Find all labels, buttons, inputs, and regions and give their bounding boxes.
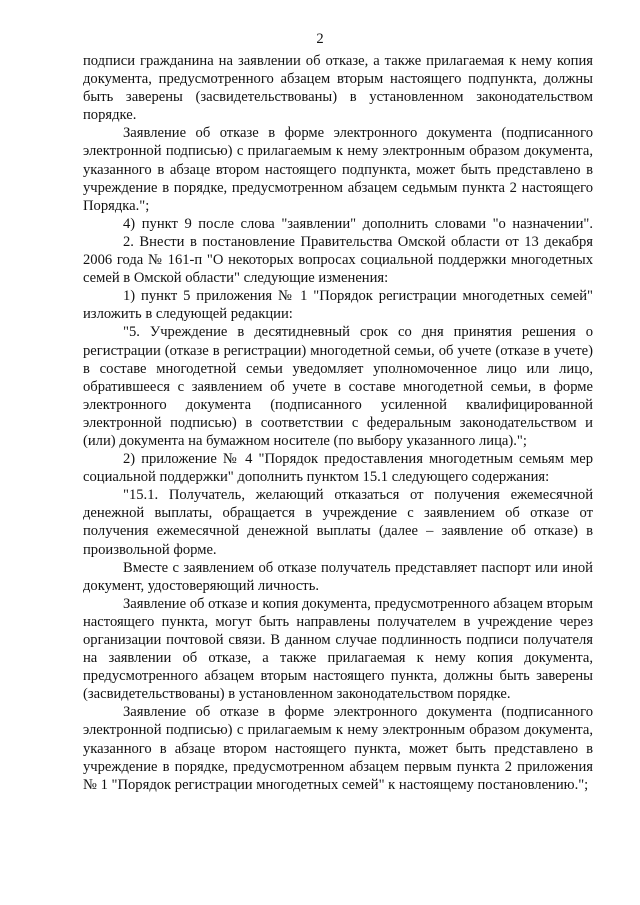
paragraph: Вместе с заявлением об отказе получатель представляет паспорт или иной документ, удостоверяющий личность. (83, 559, 593, 594)
paragraph: Заявление об отказе в форме электронного документа (подписанного электронной подписью) с прилагаемым к нему электронным образом документа, указанного в абзаце втором настоящего подпункта, может быть представлено в учреждение в порядке, предусмотренном абзацем седьмым пункта 2 настоящего Порядка."; (83, 125, 593, 214)
page-number: 2 (316, 31, 324, 47)
paragraph: Заявление об отказе и копия документа, предусмотренного абзацем вторым настоящего пункта, могут быть направлены получателем в учреждение через организации почтовой связи. В данном случае подлинность подписи получателя на заявлении об отказе, а также прилагаемая к нему копия документа, предусмотренного абзацем вторым настоящего пункта, должны быть заверены (засвидетельствованы) в установленном законодательством порядке. (83, 595, 593, 703)
paragraph: "15.1. Получатель, желающий отказаться от получения ежемесячной денежной выплаты, обращается в учреждение с заявлением об отказе от получения ежемесячной денежной выплаты (далее – заявление об отказе) в произвольной форме. (83, 487, 593, 558)
document-body (83, 52, 593, 794)
paragraph: 1) пункт 5 приложения № 1 "Порядок регистрации многодетных семей" изложить в следующей редакции: (83, 288, 593, 323)
paragraph: 2) приложение № 4 "Порядок предоставления многодетным семьям мер социальной поддержки" дополнить пунктом 15.1 следующего содержания: (83, 451, 593, 486)
paragraph: Заявление об отказе в форме электронного документа (подписанного электронной подписью) с прилагаемым к нему электронным образом документа, указанного в абзаце втором настоящего пункта, может быть представлено в учреждение в порядке, предусмотренном абзацем первым пункта 2 приложения № 1 "Порядок регистрации многодетных семей" к настоящему постановлению."; (83, 704, 593, 793)
paragraph: "5. Учреждение в десятидневный срок со дня принятия решения о регистрации (отказе в регистрации) многодетной семьи, об учете (отказе в учете) в составе многодетной семьи уведомляет уполномоченное лицо или лицо, обратившееся с заявлением об учете в составе многодетной семьи, в форме электронного документа (подписанного усиленной квалифицированной электронной подписью) в соответствии с федеральным законодательством и (или) документа на бумажном носителе (по выбору указанного лица)."; (83, 324, 593, 449)
paragraph: подписи гражданина на заявлении об отказе, а также прилагаемая к нему копия документа, предусмотренного абзацем вторым настоящего подпункта, должны быть заверены (засвидетельствованы) в установленном законодательством порядке. (83, 53, 593, 124)
paragraph: 2. Внести в постановление Правительства Омской области от 13 декабря 2006 года № 161-п "О некоторых вопросах социальной поддержки многодетных семей в Омской области" следующие изменения: (83, 233, 593, 287)
paragraph: 4) пункт 9 после слова "заявлении" дополнить словами "о назначении". (123, 215, 593, 232)
